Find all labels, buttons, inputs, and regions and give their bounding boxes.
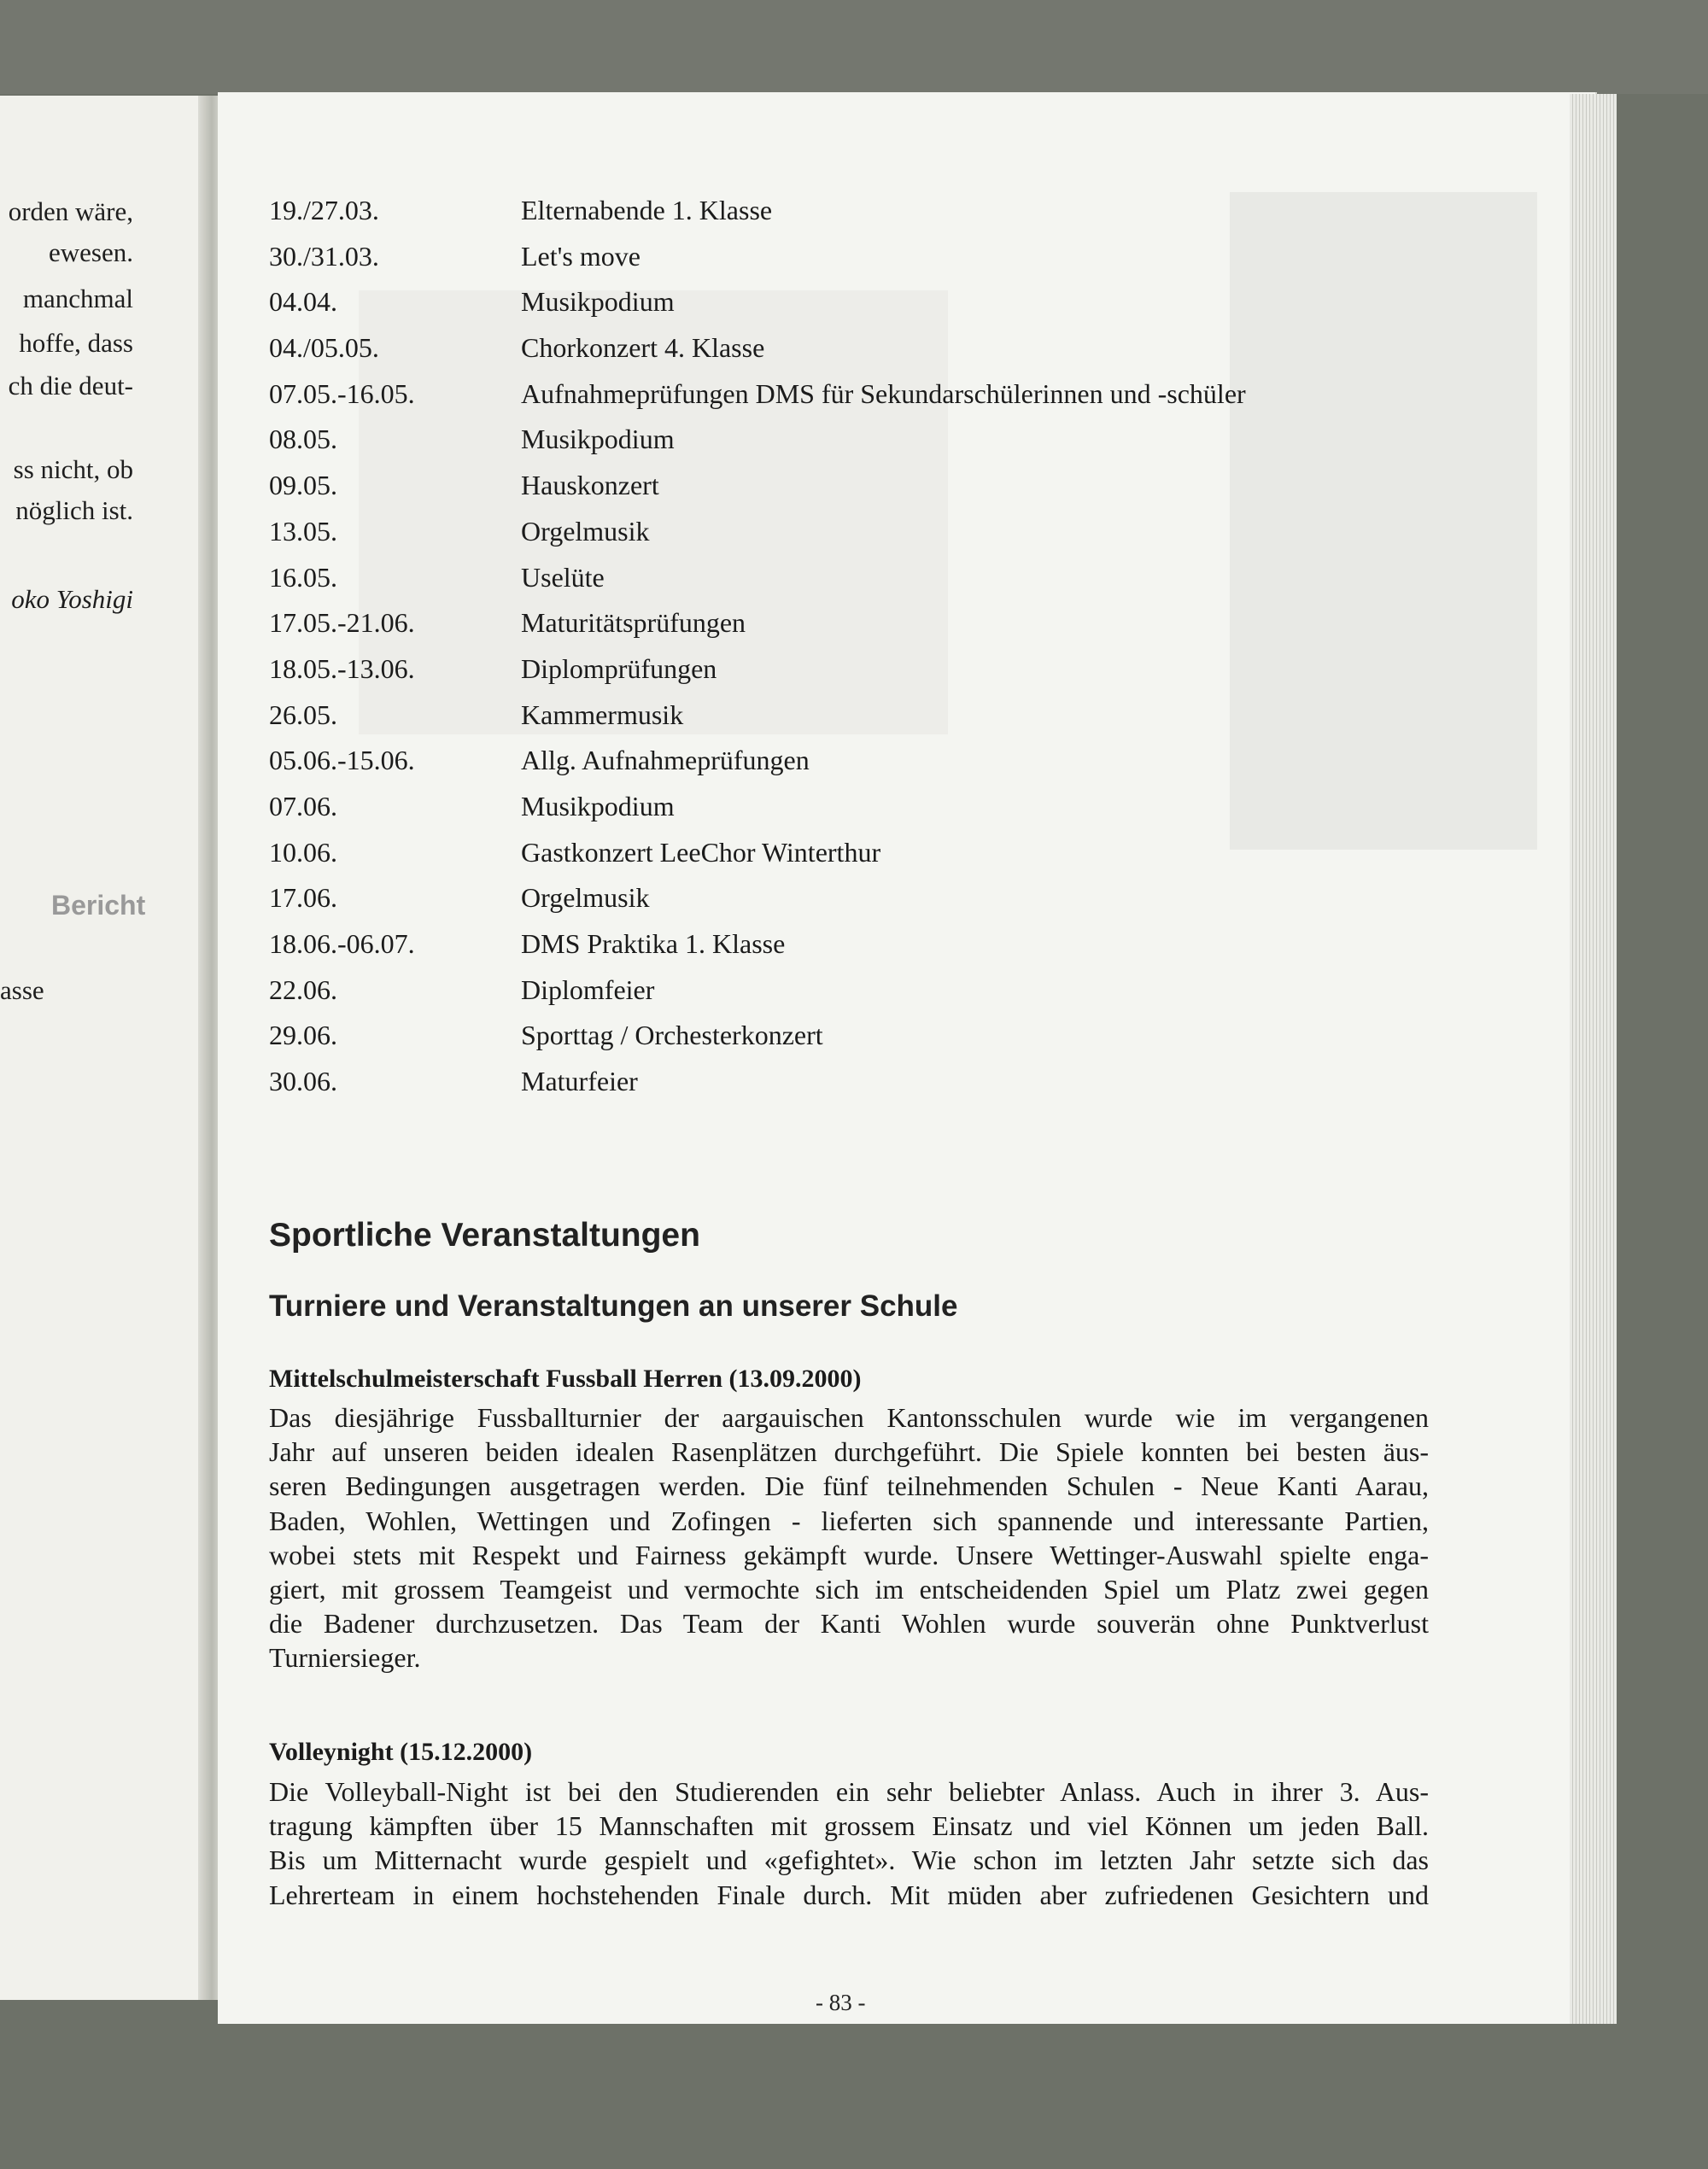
text-line: Baden, Wohlen, Wettingen und Zofingen - lieferten sich spannende und interessante Partien, [269, 1505, 1429, 1536]
schedule-event: Maturitätsprüfungen [521, 607, 746, 639]
schedule-row [269, 555, 1448, 601]
schedule-date: 13.05. [269, 515, 337, 547]
subsection-title: Turniere und Veranstaltungen an unserer Schule [269, 1289, 958, 1323]
schedule-row [269, 463, 1448, 509]
text-line: tragung kämpften über 15 Mannschaften mit grossem Einsatz und viel Können um jeden Ball. [269, 1810, 1429, 1842]
schedule-row [269, 234, 1448, 280]
left-text-fragment: ss nicht, ob [13, 454, 133, 484]
schedule-date: 07.06. [269, 790, 337, 821]
text-line: Die Volleyball-Night ist bei den Studierenden ein sehr beliebter Anlass. Auch in ihrer 3. Aus- [269, 1776, 1429, 1807]
article-heading: Volleynight (15.12.2000) [269, 1738, 533, 1766]
schedule-date: 26.05. [269, 699, 337, 730]
schedule-event: Orgelmusik [521, 882, 650, 914]
schedule-row [269, 830, 1448, 876]
schedule-event: Gastkonzert LeeChor Winterthur [521, 836, 881, 868]
schedule-date: 07.05.-16.05. [269, 377, 415, 409]
left-text-fragment: ewesen. [49, 237, 133, 267]
text-line: Lehrerteam in einem hochstehenden Finale durch. Mit müden aber zufriedenen Gesichtern und [269, 1879, 1429, 1910]
schedule-event: Musikpodium [521, 424, 675, 455]
text-line: giert, mit grossem Teamgeist und vermochte sich im entscheidenden Spiel um Platz zwei gegen [269, 1574, 1429, 1605]
left-text-fragment: orden wäre, [8, 196, 133, 226]
schedule-date: 08.05. [269, 424, 337, 455]
schedule-date: 30.06. [269, 1066, 337, 1097]
left-text-fragment: ch die deut- [8, 371, 133, 400]
page-number: - 83 - [816, 1990, 866, 2015]
schedule-row [269, 738, 1448, 784]
schedule-date: 30./31.03. [269, 240, 379, 272]
schedule-row [269, 1059, 1448, 1105]
schedule-date: 17.06. [269, 882, 337, 914]
schedule-date: 10.06. [269, 836, 337, 868]
schedule-event: Hauskonzert [521, 470, 659, 501]
left-text-fragment: asse [0, 975, 44, 1005]
schedule-date: 29.06. [269, 1020, 337, 1051]
schedule-event: Let's move [521, 240, 640, 272]
article-body [269, 1774, 1429, 1912]
text-line: Turniersieger. [269, 1642, 421, 1674]
schedule-date: 04.04. [269, 286, 337, 318]
schedule-event: Kammermusik [521, 699, 684, 730]
schedule-row [269, 1013, 1448, 1059]
scanner-background [0, 0, 1708, 94]
left-text-fragment: hoffe, dass [19, 328, 133, 358]
schedule-event: Orgelmusik [521, 515, 650, 547]
schedule-date: 05.06.-15.06. [269, 745, 415, 776]
schedule-date: 18.06.-06.07. [269, 928, 415, 959]
left-heading-fragment: Bericht [51, 890, 146, 921]
left-text-fragment: oko Yoshigi [11, 584, 133, 614]
schedule-date: 17.05.-21.06. [269, 607, 415, 639]
page-content [269, 188, 1448, 1910]
schedule-row [269, 784, 1448, 830]
schedule-date: 09.05. [269, 470, 337, 501]
schedule-event: Diplomprüfungen [521, 652, 717, 684]
section-title: Sportliche Veranstaltungen [269, 1217, 700, 1254]
schedule-row [269, 371, 1448, 418]
schedule-row [269, 921, 1448, 968]
schedule-event: Elternabende 1. Klasse [521, 195, 773, 225]
schedule-date: 22.06. [269, 973, 337, 1005]
schedule-event: Diplomfeier [521, 973, 655, 1005]
schedule-event: DMS Praktika 1. Klasse [521, 928, 786, 959]
schedule-row [269, 417, 1448, 463]
schedule-event: Maturfeier [521, 1066, 638, 1097]
text-line: Bis um Mitternacht wurde gespielt und «gefightet». Wie schon im letzten Jahr setzte sich das [269, 1845, 1429, 1876]
schedule-event: Chorkonzert 4. Klasse [521, 332, 765, 364]
page-edges [1570, 94, 1617, 2024]
schedule-event: Musikpodium [521, 286, 675, 318]
schedule-date: 19./27.03. [269, 195, 379, 225]
schedule-date: 16.05. [269, 561, 337, 593]
schedule-event: Allg. Aufnahmeprüfungen [521, 745, 810, 776]
schedule-row [269, 968, 1448, 1014]
left-text-fragment: nöglich ist. [15, 495, 133, 525]
text-line: die Badener durchzusetzen. Das Team der Kanti Wohlen wurde souverän ohne Punktverlust [269, 1608, 1429, 1640]
schedule-event: Uselüte [521, 561, 605, 593]
left-text-fragment: manchmal [22, 284, 133, 313]
schedule-row [269, 693, 1448, 739]
schedule-row [269, 875, 1448, 921]
schedule-date: 04./05.05. [269, 332, 379, 364]
text-line: Das diesjährige Fussballturnier der aargauischen Kantonsschulen wurde wie im vergangenen [269, 1402, 1429, 1433]
schedule-row [269, 279, 1448, 325]
article-heading: Mittelschulmeisterschaft Fussball Herren (13.09.2000) [269, 1365, 862, 1393]
schedule-row [269, 600, 1448, 646]
schedule-row [269, 509, 1448, 555]
schedule-event: Sporttag / Orchesterkonzert [521, 1020, 823, 1051]
text-line: seren Bedingungen ausgetragen werden. Die fünf teilnehmenden Schulen - Neue Kanti Aarau, [269, 1470, 1429, 1502]
schedule-row [269, 188, 1448, 234]
text-line: Jahr auf unseren beiden idealen Rasenplätzen durchgeführt. Die Spiele konnten bei besten äus- [269, 1436, 1429, 1468]
article-body [269, 1400, 1429, 1675]
schedule-row [269, 325, 1448, 371]
schedule-row [269, 646, 1448, 693]
schedule-event: Aufnahmeprüfungen DMS für Sekundarschülerinnen und -schüler [521, 377, 1246, 409]
event-schedule [269, 188, 1448, 1105]
facing-page-left [0, 96, 214, 2000]
text-line: wobei stets mit Respekt und Fairness gekämpft wurde. Unsere Wettinger-Auswahl spielte enga- [269, 1539, 1429, 1570]
schedule-date: 18.05.-13.06. [269, 652, 415, 684]
schedule-event: Musikpodium [521, 790, 675, 821]
